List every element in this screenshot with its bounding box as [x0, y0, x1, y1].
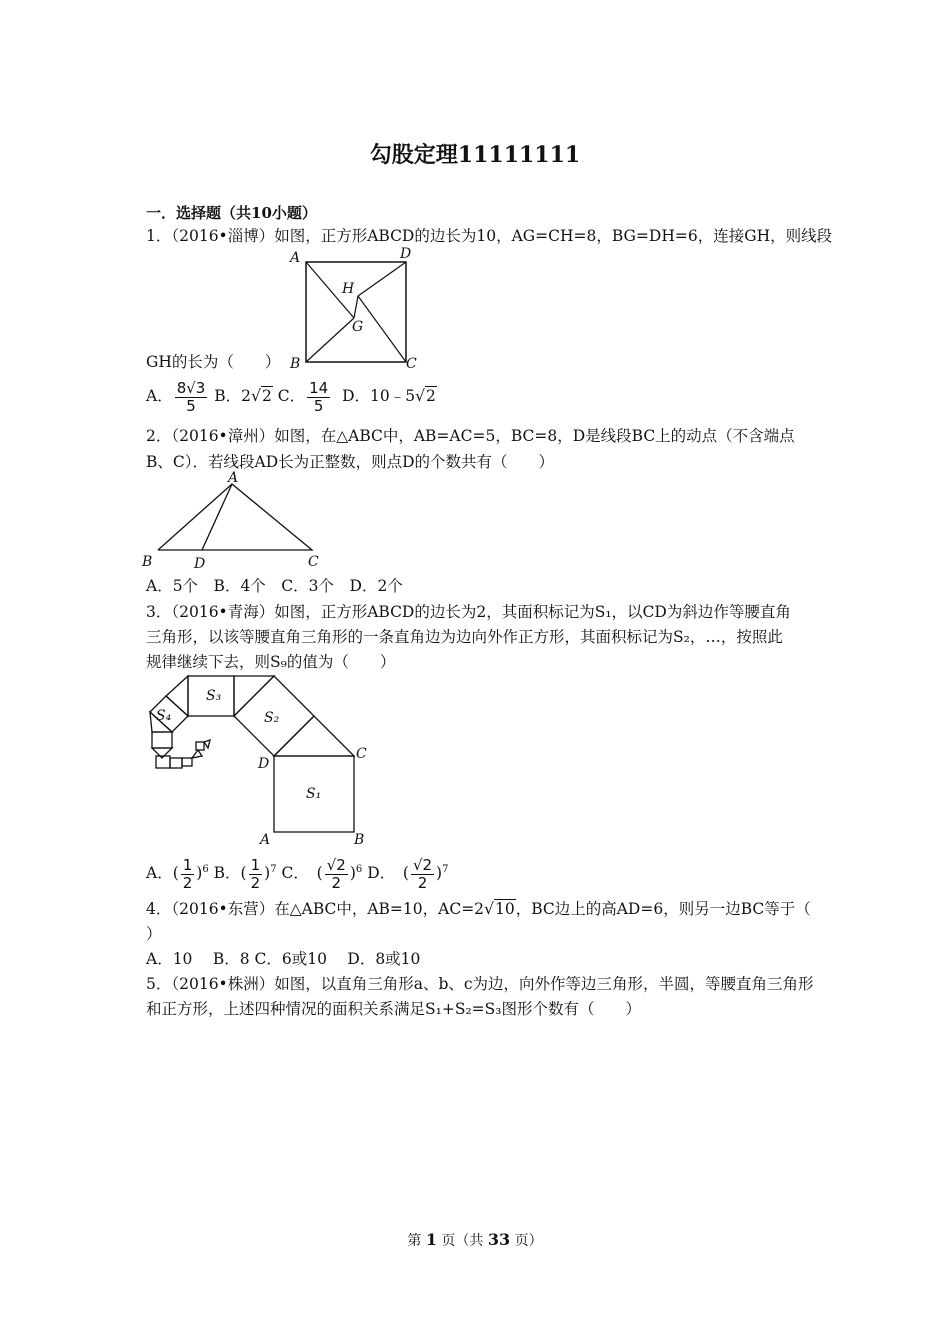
section-heading: 一．选择题（共10小题） — [146, 204, 317, 222]
q1-opt-b-radicand: 2 — [261, 387, 272, 405]
q1-label-C: C — [406, 356, 417, 372]
q1-text-line1: 1．（2016•淄博）如图，正方形ABCD的边长为10，AG=CH=8，BG=DH=6，连接GH，则线段 — [146, 227, 833, 245]
q1-opt-d-label: D．10﹣5 — [342, 387, 416, 405]
q3-options: A．( $\frac{1}{2}$ )$^6$ B．( $\frac{1}{2}$ )$^7$ C． ( $\frac{√2}{2}$ )$^6$ D． ( $\frac{√2}{2}$ )$^7$ — [146, 855, 449, 892]
q3-opt-a-fraction: $\frac{1}{2}$ — [182, 855, 193, 892]
q5-text-line1: 5．（2016•株洲）如图，以直角三角形a、b、c为边，向外作等边三角形，半圆，等腰直角三角形 — [146, 975, 814, 993]
q3-label-B: B — [354, 832, 365, 848]
q2-options: A．5个 B．4个 C．3个 D．2个 — [146, 577, 403, 595]
q3-triangle-1 — [274, 716, 354, 756]
q1-label-G: G — [352, 319, 364, 335]
q3-opt-b-fraction: $\frac{1}{2}$ — [250, 855, 261, 892]
q3-label-S3: S₃ — [206, 688, 222, 704]
q1-opt-c-num: 14 — [309, 378, 329, 397]
q3-opt-b-label: B．( — [213, 864, 247, 882]
q3-text-line1: 3．（2016•青海）如图，正方形ABCD的边长为2，其面积标记为S₁，以CD为斜边作等腰直角 — [146, 603, 791, 621]
q2-text-line2: B、C）．若线段AD长为正整数，则点D的个数共有（ ） — [146, 453, 555, 471]
q3-opt-c-label: C． ( — [281, 864, 323, 882]
page-title: 勾股定理11111111 — [369, 142, 581, 168]
q3-opt-a-exp: 6 — [202, 864, 209, 875]
q3-opt-a-label: A．( — [146, 864, 179, 882]
q3-opt-d-label: D． ( — [367, 864, 409, 882]
q3-opt-c-exp: 6 — [355, 864, 363, 875]
q5-text-line2: 和正方形，上述四种情况的面积关系满足S₁+S₂=S₃图形个数有（ ） — [146, 1000, 641, 1018]
q3-opt-b-exp: 7 — [270, 864, 277, 875]
page-footer: 第 1 页（共 33 页） — [407, 1230, 543, 1249]
q1-label-A: A — [290, 250, 301, 266]
q4-text-line2: ） — [146, 925, 162, 943]
q3-label-S4: S₄ — [156, 708, 172, 724]
q4-radicand: 10 — [494, 900, 515, 918]
q3-label-S1: S₁ — [306, 786, 322, 802]
q4-text-line1: 4．（2016•东营）在△ABC中，AB=10，AC=2√10，BC边上的高AD=6，则另一边BC等于（ — [146, 900, 811, 918]
q3-label-C: C — [356, 746, 367, 762]
q3-squares-figure — [138, 670, 378, 848]
q1-opt-a-label: A． — [146, 387, 173, 405]
q2-label-C: C — [308, 554, 319, 570]
page-number: 1 — [425, 1230, 437, 1249]
q2-triangle-figure — [140, 470, 330, 574]
q1-options: A． $\frac{8√3}{5}$ B．2√2 C． $\frac{14}{5}$ D．10﹣5√2 — [146, 378, 436, 415]
q3-label-S2: S₂ — [264, 710, 280, 726]
q3-opt-d-exp: 7 — [442, 864, 449, 875]
q3-text-line3: 规律继续下去，则S₉的值为（ ） — [146, 653, 396, 671]
q1-opt-b-label: B．2 — [214, 387, 252, 405]
q1-opt-c-den: 5 — [313, 396, 324, 415]
q1-text-line2: GH的长为（ ） — [146, 353, 281, 371]
q1-opt-a-fraction — [175, 380, 208, 415]
q1-label-H: H — [342, 281, 355, 297]
q3-square-s5 — [152, 732, 172, 748]
q3-text-line2: 三角形，以该等腰直角三角形的一条直角边为边向外作正方形，其面积标记为S₂，…，按照此 — [146, 628, 783, 646]
q4-options: A．10 B．8 C．6或10 D．8或10 — [146, 950, 421, 968]
q1-square-figure — [286, 244, 426, 372]
q2-label-B: B — [142, 554, 153, 570]
q1-opt-a-num: 8√3 — [176, 378, 206, 397]
q3-opt-c-fraction: $\frac{√2}{2}$ — [326, 855, 346, 892]
q1-label-B: B — [290, 356, 301, 372]
q1-opt-d-radicand: 2 — [426, 387, 436, 405]
q1-opt-c-fraction — [307, 380, 330, 415]
page-total: 33 — [487, 1230, 511, 1249]
q2-text-line1: 2．（2016•漳州）如图，在△ABC中，AB=AC=5，BC=8，D是线段BC上的动点（不含端点 — [146, 427, 795, 445]
q3-label-D: D — [258, 756, 270, 772]
q3-label-A: A — [260, 832, 271, 848]
q1-label-D: D — [400, 246, 412, 262]
q1-opt-a-den: 5 — [186, 396, 196, 415]
q3-opt-d-fraction: $\frac{√2}{2}$ — [412, 855, 433, 892]
q1-square — [306, 262, 406, 362]
q2-label-D: D — [194, 556, 206, 572]
q1-opt-c-label: C． — [277, 387, 306, 405]
q2-label-A: A — [228, 470, 239, 486]
